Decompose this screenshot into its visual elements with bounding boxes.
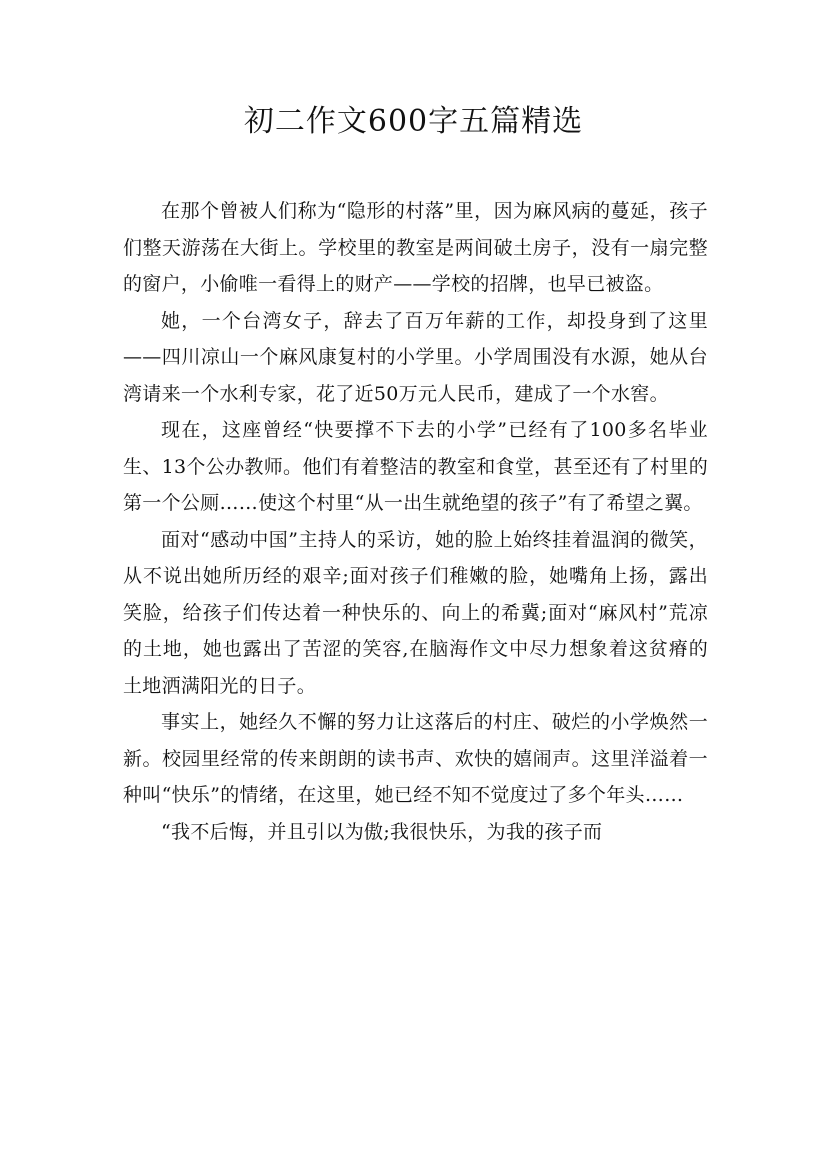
- paragraph: “我不后悔，并且引以为傲;我很快乐，为我的孩子而: [161, 820, 603, 843]
- paragraph: 现在，这座曾经“快要撑不下去的小学”已经有了100多名毕业生、13个公办教师。他们有着整洁的教室和食堂，甚至还有了村里的第一个公厕……使这个村里“从一出生就绝望的孩子”有了希望之翼。: [123, 419, 708, 514]
- paragraph: 事实上，她经久不懈的努力让这落后的村庄、破烂的小学焕然一新。校园里经常的传来朗朗的读书声、欢快的嬉闹声。这里洋溢着一种叫“快乐”的情绪，在这里，她已经不知不觉度过了多个年头……: [123, 711, 708, 806]
- document-title: 初二作文600字五篇精选: [243, 104, 584, 139]
- document-body: [123, 193, 708, 850]
- paragraph: 在那个曾被人们称为“隐形的村落”里，因为麻风病的蔓延，孩子们整天游荡在大街上。学校里的教室是两间破土房子，没有一扇完整的窗户，小偷唯一看得上的财产——学校的招牌，也早已被盗。: [123, 200, 708, 295]
- paragraph: 面对“感动中国”主持人的采访，她的脸上始终挂着温润的微笑，从不说出她所历经的艰辛;面对孩子们稚嫩的脸，她嘴角上扬，露出笑脸，给孩子们传达着一种快乐的、向上的希冀;面对“麻风村”荒凉的土地，她也露出了苦涩的笑容,在脑海作文中尽力想象着这贫瘠的土地洒满阳光的日子。: [123, 528, 708, 697]
- paragraph: 她，一个台湾女子，辞去了百万年薪的工作，却投身到了这里——四川凉山一个麻风康复村的小学里。小学周围没有水源，她从台湾请来一个水利专家，花了近50万元人民币，建成了一个水窖。: [123, 309, 708, 405]
